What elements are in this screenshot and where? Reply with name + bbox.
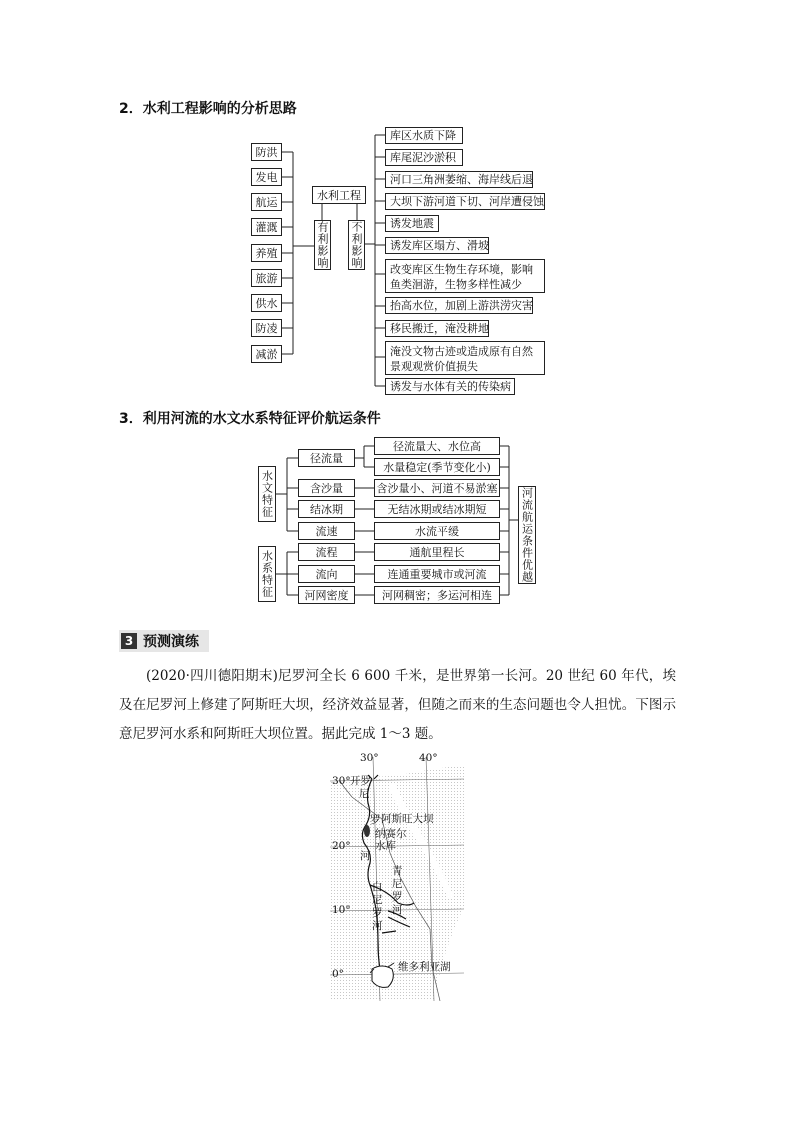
- blue-nile-label: [392, 865, 420, 917]
- favorable-impact-label: 有利影响: [316, 221, 329, 269]
- navigation-condition: 连通重要城市或河流: [374, 565, 500, 583]
- section-title: 预测演练: [143, 634, 199, 650]
- unfavorable-item: 改变库区生物生存环境，影响鱼类洄游，生物多样性减少: [385, 259, 545, 293]
- favorable-item: 防凌: [251, 319, 282, 337]
- navigation-result-label: 河流航运条件优越: [518, 486, 536, 584]
- latitude-label: 20°: [332, 840, 351, 852]
- section-3-heading: 3．利用河流的水文水系特征评价航运条件: [119, 411, 381, 427]
- lake-victoria-label: 维多利亚湖: [398, 961, 451, 973]
- longitude-label: 40°: [419, 752, 438, 764]
- favorable-item: 航运: [251, 193, 282, 211]
- section-2-heading: 2．水利工程影响的分析思路: [119, 101, 297, 117]
- hydro-item: 径流量: [298, 449, 355, 467]
- unfavorable-item: 诱发与水体有关的传染病: [385, 378, 515, 395]
- unfavorable-item: 淹没文物古迹或造成原有自然景观观赏价值损失: [385, 341, 545, 375]
- latitude-label: 0°: [332, 968, 344, 980]
- blue-nile-text: 青尼罗河: [392, 865, 403, 916]
- favorable-item: 防洪: [251, 143, 282, 161]
- navigation-condition: 河网稠密；多运河相连: [374, 586, 500, 604]
- favorable-item: 供水: [251, 294, 282, 312]
- cairo-label: 开罗: [350, 775, 371, 787]
- nile-label-char: 罗: [370, 814, 381, 826]
- unfavorable-item: 河口三角洲萎缩、海岸线后退: [385, 171, 533, 188]
- hydro-item: 含沙量: [298, 479, 355, 497]
- navigation-condition: 含沙量小、河道不易淤塞: [374, 479, 500, 497]
- latitude-label: 30°: [332, 775, 351, 787]
- favorable-item: 养殖: [251, 244, 282, 262]
- longitude-label: 30°: [360, 752, 379, 764]
- unfavorable-item: 大坝下游河道下切、河岸遭侵蚀: [385, 193, 545, 210]
- practice-section-tag: [119, 630, 209, 652]
- favorable-item: 减淤: [251, 345, 282, 363]
- question-paragraph: (2020·四川德阳期末)尼罗河全长 6 600 千米，是世界第一长河。20 世纪 60 年代，埃及在尼罗河上修建了阿斯旺大坝，经济效益显著，但随之而来的生态问题也令人担忧。下图示意尼罗河水系和阿斯旺大坝位置。据此完成 1～3 题。: [119, 668, 676, 742]
- favorable-item: 旅游: [251, 269, 282, 287]
- system-item: 河网密度: [298, 586, 355, 604]
- favorable-item: 灌溉: [251, 218, 282, 236]
- favorable-item: 发电: [251, 168, 282, 186]
- water-project-box: 水利工程: [312, 186, 366, 204]
- navigation-condition: 通航里程长: [374, 543, 500, 561]
- unfavorable-impact-label: 不利影响: [350, 221, 363, 269]
- nile-label-char: 尼: [359, 788, 370, 800]
- water-system-features-label: 水系特征: [258, 546, 276, 602]
- white-nile-label: 白尼罗河: [372, 881, 383, 932]
- navigation-condition: 无结冰期或结冰期短: [374, 500, 500, 518]
- navigation-condition: 水量稳定(季节变化小): [374, 458, 500, 476]
- hydro-item: 结冰期: [298, 500, 355, 518]
- lake-nasser-label: 纳赛尔水库: [375, 828, 407, 852]
- unfavorable-item: 库尾泥沙淤积: [385, 149, 463, 166]
- section-number: 3: [121, 633, 137, 649]
- navigation-condition: 水流平缓: [374, 522, 500, 540]
- unfavorable-item: 移民搬迁，淹没耕地: [385, 320, 489, 337]
- latitude-label: 10°: [332, 904, 351, 916]
- unfavorable-item: 诱发库区塌方、滑坡: [385, 237, 489, 254]
- navigation-condition: 径流量大、水位高: [374, 437, 500, 455]
- unfavorable-item: 抬高水位，加剧上游洪涝灾害: [385, 297, 533, 314]
- nile-map: [330, 752, 464, 1001]
- system-item: 流程: [298, 543, 355, 561]
- unfavorable-item: 库区水质下降: [385, 127, 463, 144]
- system-item: 流向: [298, 565, 355, 583]
- hydrology-features-label: 水文特征: [258, 466, 276, 522]
- nile-label-char: 河: [360, 850, 371, 862]
- unfavorable-item: 诱发地震: [385, 215, 439, 232]
- aswan-dam-label: 阿斯旺大坝: [381, 813, 434, 825]
- hydro-item: 流速: [298, 522, 355, 540]
